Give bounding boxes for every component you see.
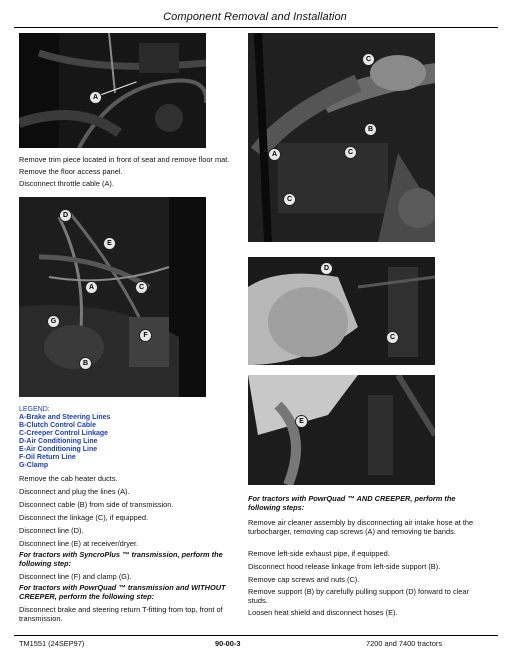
callout-label: A [89, 91, 102, 104]
callout-label: E [295, 415, 308, 428]
callout-label: D [320, 262, 333, 275]
photo-heat-shield [248, 375, 435, 485]
photo-throttle-cable [19, 33, 206, 148]
callout-label: A [85, 281, 98, 294]
step-text: Remove left-side exhaust pipe, if equipped. [248, 549, 390, 558]
step-conditional: For tractors with PowrQuad ™ AND CREEPER, perform the following steps: [248, 494, 456, 512]
callout-label: B [364, 123, 377, 136]
page-header-title: Component Removal and Installation [163, 11, 347, 23]
legend-item: G-Clamp [19, 462, 49, 469]
step-disconnect-throttle: Disconnect throttle cable (A). [19, 179, 114, 188]
legend [19, 406, 110, 470]
callout-label: F [139, 329, 152, 342]
header-rule [14, 27, 498, 28]
callout-label: A [268, 148, 281, 161]
callout-label: C [344, 146, 357, 159]
step-text: Remove air cleaner assembly by disconnecting air intake hose at the turbocharger, removing cap screws (A) and removing tie bands. [248, 518, 474, 536]
photo-heat-shield-image [248, 375, 435, 485]
callout-label: C [386, 331, 399, 344]
step-text: Disconnect hood release linkage from left-side support (B). [248, 562, 441, 571]
footer-doc-id: TM1551 (24SEP97) [19, 639, 85, 648]
callout-label: C [283, 193, 296, 206]
legend-heading: LEGEND: [19, 406, 50, 413]
callout-label: C [135, 281, 148, 294]
callout-label: E [103, 237, 116, 250]
footer-page-number: 90-00-3 [215, 639, 241, 648]
callout-label: C [362, 53, 375, 66]
legend-item: A-Brake and Steering Lines [19, 414, 111, 421]
callout-label: B [79, 357, 92, 370]
footer-model: 7200 and 7400 tractors [366, 639, 443, 648]
step-conditional: For tractors with PowrQuad ™ transmission and WITHOUT CREEPER, perform the following step: [19, 583, 226, 601]
step-text: Disconnect cable (B) from side of transmission. [19, 500, 174, 509]
legend-item: C-Creeper Control Linkage [19, 430, 109, 437]
step-text: Disconnect line (F) and clamp (G). [19, 572, 132, 581]
step-text: Disconnect the linkage (C), if equipped. [19, 513, 148, 522]
step-remove-floor-panel: Remove the floor access panel. [19, 167, 123, 176]
step-text: Remove support (B) by carefully pulling support (D) forward to clear studs. [248, 587, 469, 605]
photo-transmission-lines [19, 197, 206, 397]
step-text: Disconnect and plug the lines (A). [19, 487, 130, 496]
callout-label: G [47, 315, 60, 328]
photo-air-cleaner [248, 257, 435, 365]
step-conditional: For tractors with SyncroPlus ™ transmission, perform the following step: [19, 550, 223, 568]
step-remove-trim: Remove trim piece located in front of seat and remove floor mat. [19, 155, 230, 164]
legend-item: D-Air Conditioning Line [19, 438, 98, 445]
step-text: Disconnect brake and steering return T-fitting from top, front of transmission. [19, 605, 223, 623]
photo-engine-turbo [248, 33, 435, 242]
legend-item: E-Air Conditioning Line [19, 446, 98, 453]
step-text: Remove the cab heater ducts. [19, 474, 118, 483]
step-text: Remove cap screws and nuts (C). [248, 575, 360, 584]
footer-rule [14, 635, 498, 636]
step-text: Loosen heat shield and disconnect hoses (E). [248, 608, 398, 617]
callout-label: D [59, 209, 72, 222]
step-text: Disconnect line (E) at receiver/dryer. [19, 539, 139, 548]
photo-transmission-lines-image [19, 197, 206, 397]
legend-item: F-Oil Return Line [19, 454, 76, 461]
photo-air-cleaner-image [248, 257, 435, 365]
step-text: Disconnect line (D). [19, 526, 84, 535]
photo-engine-turbo-image [248, 33, 435, 242]
legend-item: B-Clutch Control Cable [19, 422, 96, 429]
